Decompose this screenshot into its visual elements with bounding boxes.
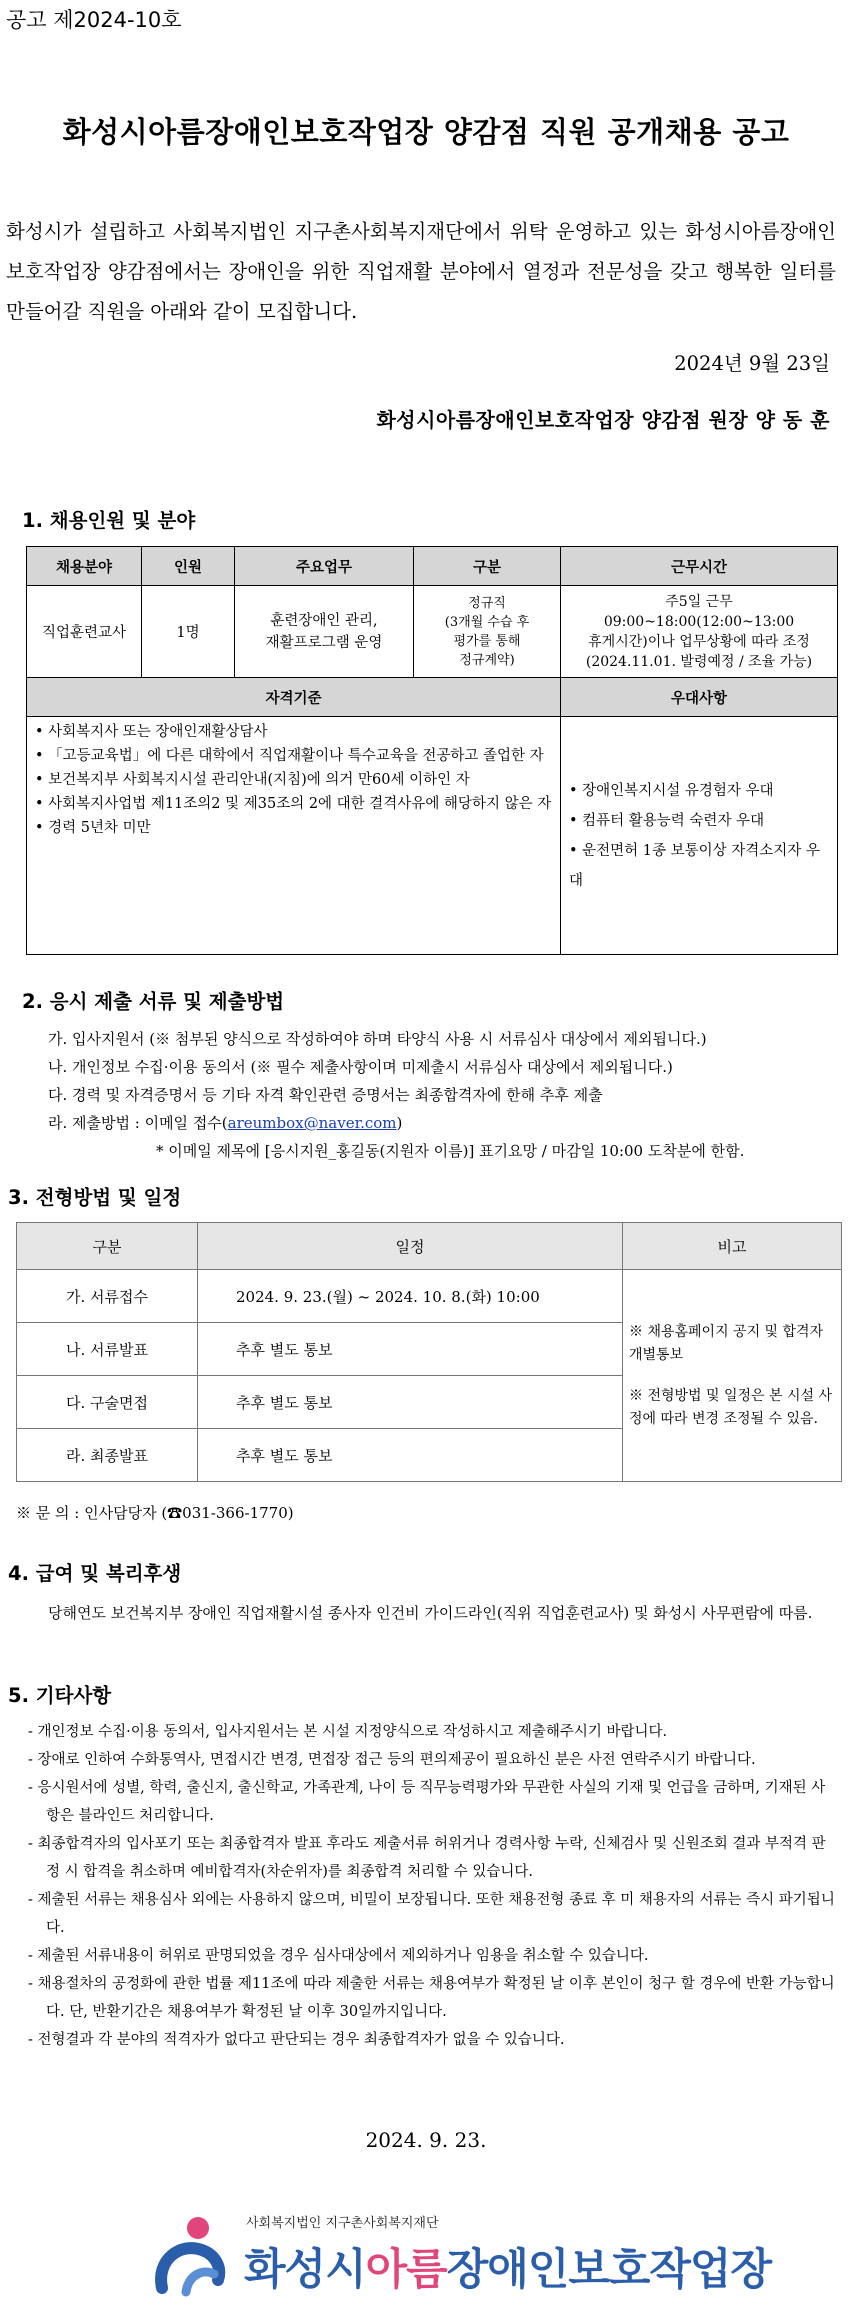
submission-method-label: 라. 제출방법 : 이메일 접수( <box>48 1114 228 1132</box>
notice-date: 2024년 9월 23일 <box>674 352 830 375</box>
col-schedule: 일정 <box>198 1223 623 1270</box>
footer-date: 2024. 9. 23. <box>365 2128 487 2152</box>
col-field: 채용분야 <box>27 547 142 586</box>
email-note: * 이메일 제목에 [응시지원_홍길동(지원자 이름)] 표기요망 / 마감일 10:00 도착분에 한함. <box>156 1142 745 1160</box>
type-line: 정규직 <box>468 595 506 611</box>
hours-line: 09:00~18:00(12:00~13:00 <box>603 613 795 630</box>
submission-item: 가. 입사지원서 (※ 첨부된 양식으로 작성하여야 하며 타양식 사용 시 서류심사 대상에서 제외됩니다.) <box>48 1030 707 1048</box>
signer: 화성시아름장애인보호작업장 양감점 원장 양 동 훈 <box>376 408 830 432</box>
preference-list <box>561 717 838 955</box>
email-link[interactable]: areumbox@naver.com <box>227 1114 397 1132</box>
other-item: - 장애로 인하여 수화통역사, 면접시간 변경, 면접장 접근 등의 편의제공이 필요하신 분은 사전 연락주시기 바랍니다. <box>28 1752 756 1768</box>
schedule-cell: 추후 별도 통보 <box>198 1323 623 1376</box>
submission-item <box>48 1109 744 1137</box>
qualification-item: • 「고등교육법」에 다른 대학에서 직업재활이나 특수교육을 전공하고 졸업한 자 <box>35 748 544 764</box>
qualification-item: • 사회복지사업법 제11조의2 및 제35조의 2에 대한 결격사유에 해당하지 않은 자 <box>35 796 552 812</box>
submission-item: 다. 경력 및 자격증명서 등 기타 자격 확인관련 증명서는 최종합격자에 한해 추후 제출 <box>48 1086 603 1104</box>
step-cell: 가. 서류접수 <box>17 1270 198 1323</box>
other-item: - 전형결과 각 분야의 적격자가 없다고 판단되는 경우 최종합격자가 없을 수 있습니다. <box>28 2032 565 2048</box>
hours-line: (2024.11.01. 발령예정 / 조율 가능) <box>585 653 813 670</box>
duty-line: 훈련장애인 관리, <box>270 612 378 629</box>
salary-text: 당해연도 보건복지부 장애인 직업재활시설 종사자 인건비 가이드라인(직위 직업훈련교사) 및 화성시 사무편람에 따름. <box>48 1604 813 1622</box>
cell-hours <box>561 586 838 678</box>
col-hours: 근무시간 <box>561 547 838 586</box>
schedule-cell: 2024. 9. 23.(월) ~ 2024. 10. 8.(화) 10:00 <box>198 1270 623 1323</box>
logo-subtitle: 사회복지법인 지구촌사회복지재단 <box>246 2216 439 2231</box>
col-step: 구분 <box>17 1223 198 1270</box>
type-line: 정규계약) <box>459 652 515 668</box>
qualification-item: • 보건복지부 사회복지시설 관리안내(지침)에 의거 만60세 이하인 자 <box>35 772 470 788</box>
notice-number: 공고 제2024-10호 <box>6 8 182 32</box>
section-2-heading: 2. 응시 제출 서류 및 제출방법 <box>22 990 285 1013</box>
section-3-heading: 3. 전형방법 및 일정 <box>8 1186 182 1209</box>
preference-item: • 컴퓨터 활용능력 숙련자 우대 <box>569 812 765 829</box>
step-cell: 다. 구술면접 <box>17 1376 198 1429</box>
preference-item: • 운전면허 1종 보통이상 자격소지자 우대 <box>569 842 820 889</box>
submission-list <box>48 1025 744 1165</box>
cell-type <box>414 586 561 678</box>
cell-field: 직업훈련교사 <box>27 586 142 678</box>
other-item: - 응시원서에 성별, 학력, 출신지, 출신학교, 가족관계, 나이 등 직무능력평가와 무관한 사실의 기재 및 언급을 금하며, 기재된 사항은 블라인드 처리합니다. <box>28 1780 826 1824</box>
qualification-item: • 사회복지사 또는 장애인재활상담사 <box>35 724 268 740</box>
section-1-heading: 1. 채용인원 및 분야 <box>22 509 196 532</box>
col-note: 비고 <box>623 1223 842 1270</box>
qual-header: 자격기준 <box>27 678 561 717</box>
logo-emblem-icon <box>152 2210 242 2300</box>
intro-paragraph: 화성시가 설립하고 사회복지법인 지구촌사회복지재단에서 위탁 운영하고 있는 화성시아름장애인보호작업장 양감점에서는 장애인을 위한 직업재활 분야에서 열정과 전문성을 갖고 행복한 일터를 만들어갈 직원을 아래와 같이 모집합니다. <box>6 220 836 323</box>
organization-logo <box>152 2206 772 2302</box>
section-4-heading: 4. 급여 및 복리후생 <box>8 1562 182 1585</box>
col-duty: 주요업무 <box>235 547 414 586</box>
cell-count: 1명 <box>142 586 235 678</box>
step-cell: 나. 서류발표 <box>17 1323 198 1376</box>
section-5-heading: 5. 기타사항 <box>8 1684 112 1707</box>
hours-line: 주5일 근무 <box>665 593 733 610</box>
other-item: - 채용절차의 공정화에 관한 법률 제11조에 따라 제출한 서류는 채용여부가 확정된 날 이후 본인이 청구 할 경우에 반환 가능합니다. 단, 반환기간은 채용여부가 확정된 날 이후 30일까지입니다. <box>28 1976 835 2020</box>
col-type: 구분 <box>414 547 561 586</box>
logo-part: 아름 <box>365 2245 447 2295</box>
type-line: 평가를 통해 <box>453 633 521 649</box>
col-count: 인원 <box>142 547 235 586</box>
other-item: - 최종합격자의 입사포기 또는 최종합격자 발표 후라도 제출서류 허위거나 경력사항 누락, 신체검사 및 신원조회 결과 부적격 판정 시 합격을 취소하며 예비합격자(차순위자)를 최종합격 처리할 수 있습니다. <box>28 1836 826 1880</box>
schedule-note <box>623 1270 842 1482</box>
type-line: (3개월 수습 후 <box>444 614 530 630</box>
other-items-list <box>28 1718 838 2054</box>
schedule-table <box>16 1222 842 1482</box>
note-line: ※ 전형방법 및 일정은 본 시설 사정에 따라 변경 조정될 수 있음. <box>629 1387 832 1427</box>
contact-info: ※ 문 의 : 인사담당자 (☎031-366-1770) <box>16 1504 294 1522</box>
preference-item: • 장애인복지시설 유경험자 우대 <box>569 782 774 799</box>
qualification-item: • 경력 5년차 미만 <box>35 820 151 836</box>
other-item: - 제출된 서류는 채용심사 외에는 사용하지 않으며, 비밀이 보장됩니다. 또한 채용전형 종료 후 미 채용자의 서류는 즉시 파기됩니다. <box>28 1892 835 1936</box>
page-title: 화성시아름장애인보호작업장 양감점 직원 공개채용 공고 <box>62 115 790 149</box>
hours-line: 휴게시간)이나 업무상황에 따라 조정 <box>588 633 810 650</box>
note-line: ※ 채용홈페이지 공지 및 합격자 개별통보 <box>629 1323 824 1363</box>
submission-item: 나. 개인정보 수집·이용 동의서 (※ 필수 제출사항이며 미제출시 서류심사 대상에서 제외됩니다.) <box>48 1058 673 1076</box>
logo-title <box>244 2236 771 2297</box>
pref-header: 우대사항 <box>561 678 838 717</box>
submission-method-close: ) <box>396 1114 403 1132</box>
logo-part: 장애인보호작업장 <box>446 2245 772 2295</box>
cell-duty <box>235 586 414 678</box>
schedule-cell: 추후 별도 통보 <box>198 1429 623 1482</box>
step-cell: 라. 최종발표 <box>17 1429 198 1482</box>
schedule-cell: 추후 별도 통보 <box>198 1376 623 1429</box>
logo-part: 화성시 <box>244 2245 366 2295</box>
duty-line: 재활프로그램 운영 <box>265 634 383 651</box>
other-item: - 제출된 서류내용이 허위로 판명되었을 경우 심사대상에서 제외하거나 임용을 취소할 수 있습니다. <box>28 1948 649 1964</box>
other-item: - 개인정보 수집·이용 동의서, 입사지원서는 본 시설 지정양식으로 작성하시고 제출해주시기 바랍니다. <box>28 1724 668 1740</box>
recruitment-table <box>26 546 838 955</box>
qualification-list <box>27 717 561 955</box>
